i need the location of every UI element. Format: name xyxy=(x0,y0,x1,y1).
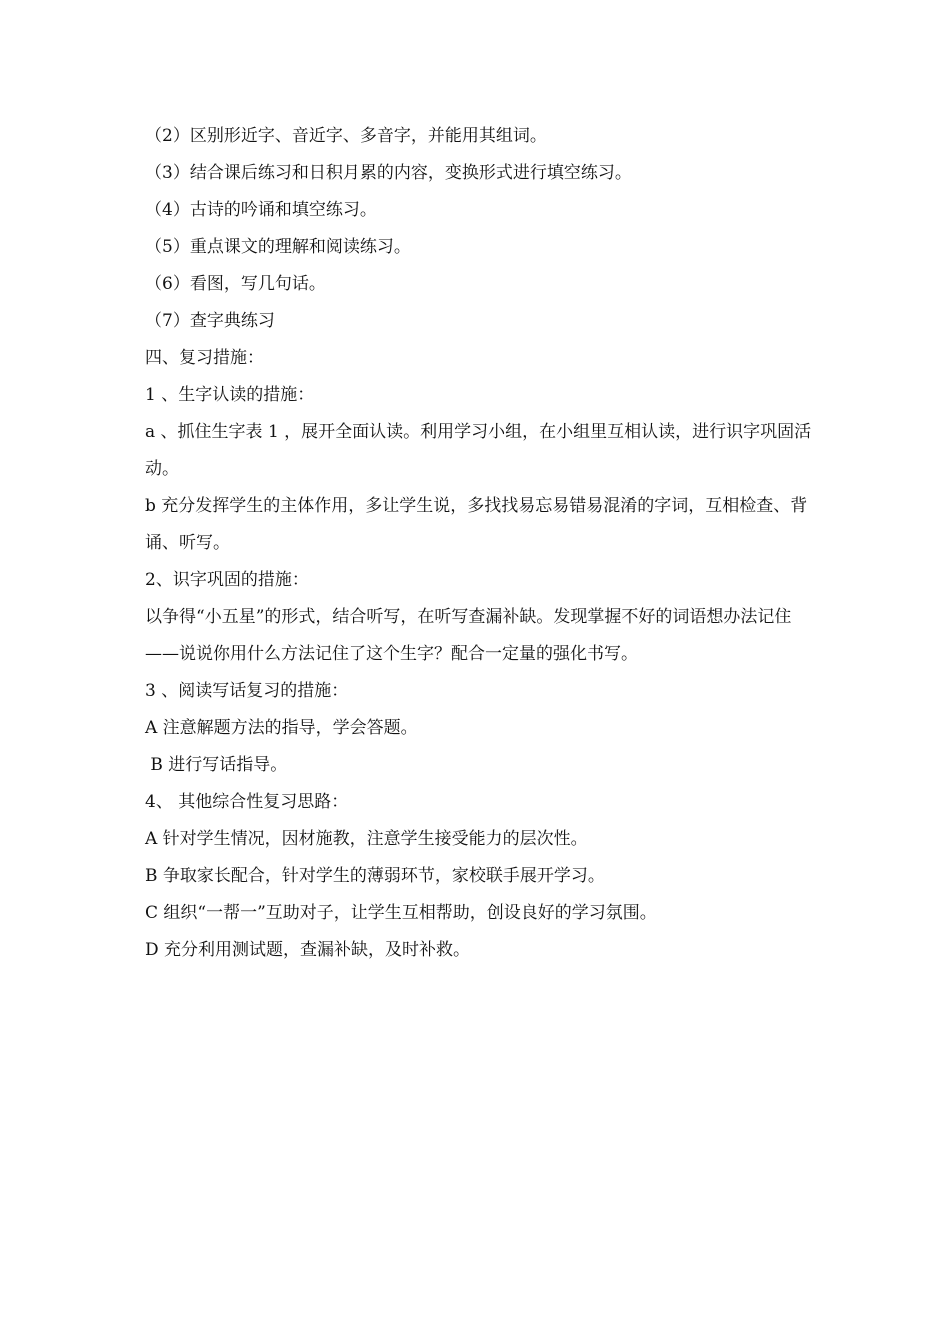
paragraph-comprehensive-b: B 争取家长配合，针对学生的薄弱环节，家校联手展开学习。 xyxy=(145,866,605,886)
list-item-3: （3）结合课后练习和日积月累的内容，变换形式进行填空练习。 xyxy=(145,163,632,183)
paragraph-b: b 充分发挥学生的主体作用，多让学生说，多找找易忘易错易混淆的字词，互相检查、背诵、听写。 xyxy=(145,496,808,553)
paragraph-comprehensive-c: C 组织“一帮一”互助对子，让学生互相帮助，创设良好的学习氛围。 xyxy=(145,903,657,923)
paragraph-consolidation: 以争得“小五星”的形式，结合听写，在听写查漏补缺。发现掌握不好的词语想办法记住——说说你用什么方法记住了这个生字？配合一定量的强化书写。 xyxy=(145,607,792,664)
paragraph-a: a 、抓住生字表 1 ，展开全面认读。利用学习小组，在小组里互相认读，进行识字巩固活动。 xyxy=(145,422,812,479)
list-item-7: （7）查字典练习 xyxy=(145,311,275,331)
paragraph-reading-a: A 注意解题方法的指导，学会答题。 xyxy=(145,718,418,738)
list-item-6: （6）看图，写几句话。 xyxy=(145,274,326,294)
section-heading-review-measures: 四、复习措施： xyxy=(145,348,264,368)
paragraph-comprehensive-d: D 充分利用测试题，查漏补缺，及时补救。 xyxy=(145,940,471,960)
document-body xyxy=(145,118,815,969)
paragraph-comprehensive-a: A 针对学生情况，因材施教，注意学生接受能力的层次性。 xyxy=(145,829,588,849)
subheading-reading-writing-measures: 3 、阅读写话复习的措施： xyxy=(145,681,349,701)
subheading-recognition-measures: 1 、生字认读的措施： xyxy=(145,385,315,405)
list-item-4: （4）古诗的吟诵和填空练习。 xyxy=(145,200,377,220)
subheading-consolidation-measures: 2、识字巩固的措施： xyxy=(145,570,309,590)
list-item-2: （2）区别形近字、音近字、多音字，并能用其组词。 xyxy=(145,126,547,146)
paragraph-reading-b: B 进行写话指导。 xyxy=(145,755,288,775)
subheading-comprehensive-ideas: 4、 其他综合性复习思路： xyxy=(145,792,349,812)
list-item-5: （5）重点课文的理解和阅读练习。 xyxy=(145,237,411,257)
